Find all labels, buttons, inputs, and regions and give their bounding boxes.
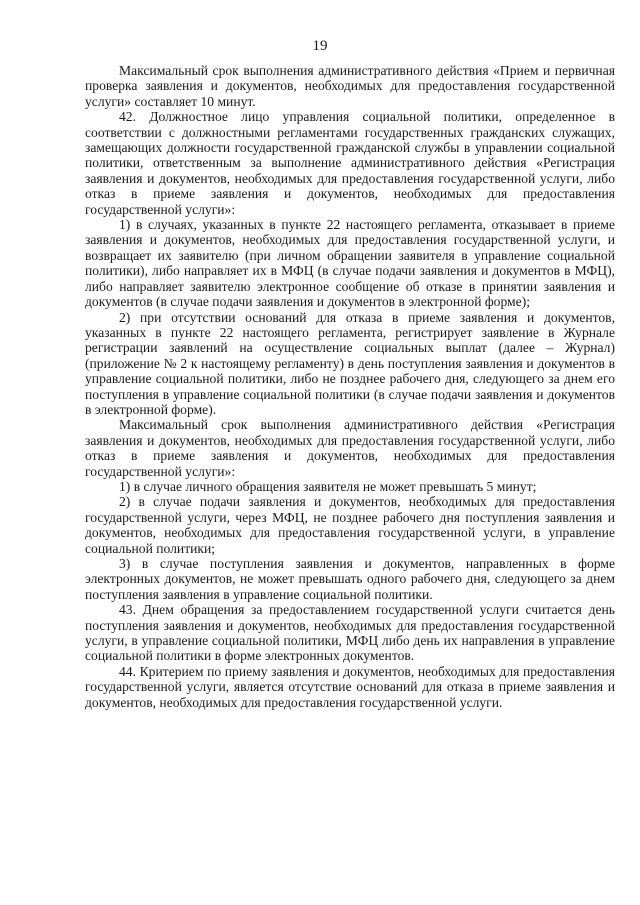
paragraph-registration-item-1: 1) в случае личного обращения заявителя не может превышать 5 минут; [119,478,537,494]
paragraph-max-time-registration: Максимальный срок выполнения административного действия «Регистрация заявления и документов, необходимых для предоставления государственной услуги, либо отказ в приеме заявления и документов, необходимых для предоставления государственной услуги»: [85,417,615,479]
paragraph-registration-item-2: 2) в случае подачи заявления и документов, необходимых для предоставления государственной услуги, через МФЦ, не позднее рабочего дня поступления заявления и документов, необходимых для предоставления государственной услуги, в управление социальной политики; [85,494,615,556]
paragraph-42-item-1: 1) в случаях, указанных в пункте 22 настоящего регламента, отказывает в приеме заявления и документов, необходимых для предоставления государственной услуги, и возвращает их заявителю (при личном обращении заявителя в управление социальной политики), либо направляет их в МФЦ (в случае подачи заявления и документов в МФЦ), либо направляет заявителю электронное сообщение об отказе в принятии заявления и документов (в случае подачи заявления и документов в электронной форме); [85,217,615,310]
paragraph-max-time-intake: Максимальный срок выполнения административного действия «Прием и первичная проверка заявления и документов, необходимых для предоставления государственной услуги» составляет 10 минут. [85,63,615,109]
page-number: 19 [312,38,328,54]
paragraph-42-item-2: 2) при отсутствии оснований для отказа в приеме заявления и документов, указанных в пункте 22 настоящего регламента, регистрирует заявление в Журнале регистрации заявлений на осуществление социальных выплат (далее – Журнал) (приложение № 2 к настоящему регламенту) в день поступления заявления и документов в управление социальной политики, либо не позднее рабочего дня, следующего за днем его поступления в управление социальной политики (в случае подачи заявления и документов в электронной форме). [85,309,615,417]
document-body [85,63,615,710]
paragraph-registration-item-3: 3) в случае поступления заявления и документов, направленных в форме электронных документов, не может превышать одного рабочего дня, следующего за днем поступления заявления в управление социальной политики. [85,556,615,602]
paragraph-42: 42. Должностное лицо управления социальной политики, определенное в соответствии с должностными регламентами государственных гражданских служащих, замещающих должности государственной гражданской службы в управлении социальной политики, ответственным за выполнение административного действия «Регистрация заявления и документов, необходимых для предоставления государственной услуги, либо отказ в приеме заявления и документов, необходимых для предоставления государственной услуги»: [85,109,615,217]
paragraph-43: 43. Днем обращения за предоставлением государственной услуги считается день поступления заявления и документов, необходимых для предоставления государственной услуги, в управление социальной политики, МФЦ либо день их направления в управление социальной политики в форме электронных документов. [85,602,615,664]
paragraph-44: 44. Критерием по приему заявления и документов, необходимых для предоставления государственной услуги, является отсутствие оснований для отказа в приеме заявления и документов, необходимых для предоставления государственной услуги. [85,663,615,710]
